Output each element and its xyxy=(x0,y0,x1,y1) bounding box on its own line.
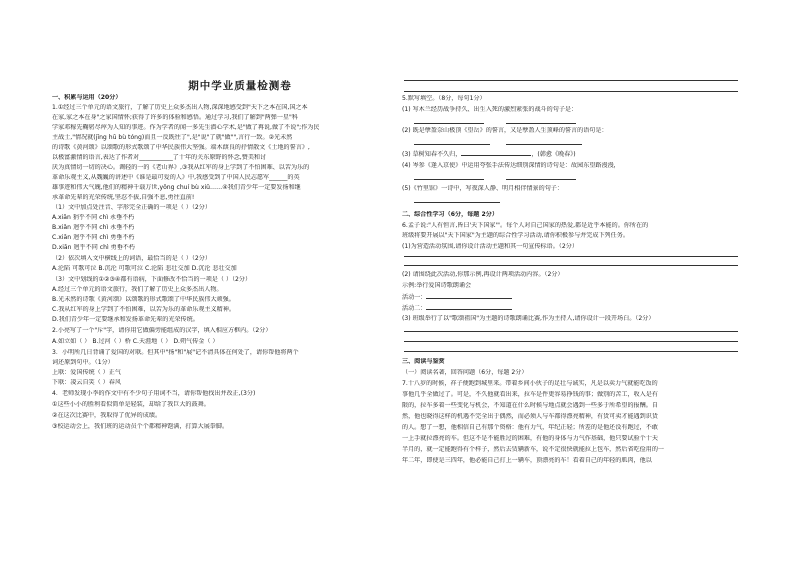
passage-line: 承革命先辈的光荣传统,坚忍不拔,自强不息,勇往直前! xyxy=(52,194,195,201)
question-6-2-example: 示例:举行爱国诗歌朗诵会 xyxy=(402,282,472,289)
question-1: （1）文中加点处注音、字形完全正确的一项是（ ）（2分） xyxy=(52,204,211,211)
answer-line xyxy=(404,331,738,332)
passage-line: 雄事迹和伟大气魄,他们的精神千载万世,yǒng chuí bù xiǔ……④我们青少年一定要发扬和继 xyxy=(52,184,301,191)
activity-1-label: 活动一： xyxy=(402,294,427,301)
page-title: 期中学业质量检测卷 xyxy=(188,80,292,92)
answer-line xyxy=(506,123,576,124)
answer-line xyxy=(404,91,738,92)
passage-line: 一上手就拉漂亮的车。但这不是不能胜过的困难，有他的身体与力气作基础，他只要试验个十天 xyxy=(402,435,658,442)
activity-2-label: 活动二： xyxy=(402,305,427,312)
sentence-2: ②在这次比赛中，我取得了优异的成绩。 xyxy=(52,412,162,419)
question-6-line: 6.孟子说:"人有恒言,皆曰'天下国家'"。每个人对自己国家的热爱,都是近乎本能的。你所在的 xyxy=(402,222,649,229)
question-main-3-cont: 词还原到句中。（1分） xyxy=(52,359,114,366)
answer-line xyxy=(506,179,576,180)
answer-line xyxy=(414,179,484,180)
subsection-heading: （一）阅读名著，回答问题（6分，每题 2分） xyxy=(402,369,528,376)
answer-line xyxy=(506,144,582,145)
activity-1 xyxy=(402,293,512,301)
option-c: C.我从红军的身上学到了不怕困难，以苦为乐的革命乐观主义精神。 xyxy=(52,306,235,313)
passage-line: 主战士,"情况就(jīng hū bù tóng)而且一反既往了",是"说"了就"做"",言行一致。②光未然 xyxy=(52,134,293,141)
question-3: （3）文中划线的①②③④都有语病，下面修改不恰当的一项是（ ）（2分） xyxy=(52,276,252,283)
answer-line xyxy=(414,202,500,203)
couplet-second-line: 下联：凌云自笑（ ）春风 xyxy=(52,379,121,386)
option-b: B.xiǎn 迥乎不同 chì 永垂不朽 xyxy=(52,224,135,231)
option-d: D.xiān 迥乎不同 chì 勇垂不朽 xyxy=(52,244,135,251)
option-d: D.我们青少年一定要继承和发扬革命先辈的光荣传统。 xyxy=(52,316,199,323)
question-main-4: 4．老师发现小李的作文中有不少句子用词不当，请你帮他找出并改正,(3分) xyxy=(52,390,256,397)
passage-line: 半月的，就一定能跑得有个样子，然后去赁辆新车，说不定很快就能拉上包车，然后省吃俭用的一 xyxy=(402,446,665,453)
answer-line xyxy=(404,265,738,266)
dictation-3-source: ，(韩愈《晚春》) xyxy=(531,151,576,158)
passage-line: 然，他也晓得这样的机遇不完全出于偶然，而必须人与车都得漂亮精神，有货可卖才能遇到识货 xyxy=(402,413,658,420)
question-5: 5.默写填空。（8分，每句1分） xyxy=(402,95,486,102)
dictation-3 xyxy=(402,150,576,158)
passage-line: 学家邓稼先鞠躬尽瘁为人知的事迹。作为学者的闻一多先生潜心学术,是"做了再说,做了不说";作为民 xyxy=(52,124,320,131)
question-main-2-options: A.如立如（ ） B.过河（ ）桥 C.天涯地（ ） D.朔气传金（ ） xyxy=(52,338,219,345)
section-heading: 三、阅读与鉴赏 xyxy=(402,358,445,365)
passage-line: 以极富激情的语言,表达了作者对___________了十年的关东原野的怀念,赞美和讨 xyxy=(52,154,267,161)
question-6-line: 班级将要开展以"天下国家"为主题的综合性学习活动,请你积极参与并完成下列任务。 xyxy=(402,232,629,239)
sentence-1: ①这些小小的胜利看似简单是轻装，却给了我巨大的鼓舞。 xyxy=(52,401,210,408)
answer-line xyxy=(404,351,738,352)
answer-blank xyxy=(426,304,512,310)
answer-line xyxy=(414,123,484,124)
question-main-3: 3．小明所几日背诵了爱国的对联。但其中"扬"和"展"记不清具体在何处了，请你帮他将两个 xyxy=(52,349,299,356)
passage-line: 在家,家之本在身"之家国情怀;获得了许多的体验和感悟。通过学习,我们了解到"两弹一星"科 xyxy=(52,114,298,121)
dictation-1 xyxy=(402,106,740,113)
dictation-5: (5)《竹里馆》一诗中，写夜深人静、明月相伴情景的句子： xyxy=(402,185,563,192)
dictation-1-text: (1) 写木兰经历战争持久、出生入死的激烈紧张的战斗的句子是： xyxy=(402,106,578,113)
answer-blank xyxy=(461,150,531,156)
passage-line: 事他几乎全做过了。可是，不久他就看出来，拉车是件更容易挣钱的事；做别的苦工，收入是有 xyxy=(402,391,658,398)
passage-line: 革命乐观主义,从魏巍的讲述中《谁是最可爱的人》中,我感受到了中国人民志愿军______的英 xyxy=(52,174,300,181)
section-heading: 一、积累与运用（20分） xyxy=(52,94,122,101)
answer-line xyxy=(414,144,490,145)
passage-line: 的人。想了一想，他相信自己有那个资格：他有力气，年纪正轻；所差的是他还没有跑过，不敢 xyxy=(402,424,658,431)
section-heading: 二、综合性学习（6分，每题 2分） xyxy=(402,211,498,218)
passage-line: 的诗歌《黄河颂》以颂歌的形式歌颂了中华民族伟大坚强。端木蕻良的抒情散文《土地的誓言》, xyxy=(52,144,310,151)
question-6-3: (3) 班级举行了以"歌颂祖国"为主题的诗歌朗诵比赛,作为主持人,请你设计一段开场白。（2分） xyxy=(402,315,655,322)
question-6-1: (1)为营造活动氛围,请你设计活动主题和其一句宣传标语。（2分） xyxy=(402,243,578,250)
passage-line: 厌为真情切一切的决心。调轻的一的《老山界》,③我从红军的身上学到了不怕困难、以苦为乐的 xyxy=(52,164,310,171)
option-c: C.xiān 迥乎不同 chì 勇垂不朽 xyxy=(52,234,135,241)
sentence-3: ③校运动会上，我们班的运动员个个都精神饱满，打算大展拳脚。 xyxy=(52,423,229,430)
answer-line xyxy=(404,256,738,257)
dictation-4: (4) 岑参《逢入京使》中运用夸张手法传达细别深情的诗句是：故园东望路漫漫， xyxy=(402,162,620,169)
question-6-2: (2) 请围绕此次活动,你那示例,再设计两项活动内容。（2分） xyxy=(402,271,564,278)
answer-line xyxy=(404,341,738,342)
passage-line: 年二年，即使是三四年，他必能自己打上一辆车，顶漂亮的车！看着自己的年轻的肌肉，他以 xyxy=(402,457,652,464)
option-a: A.xiān 狷乎不同 chì 永垂不朽 xyxy=(52,214,135,221)
passage-line: 1.①经过三个单元的语文旅行，了解了历史上众多杰出人物,深深地感受到"天下之本在国,国之本 xyxy=(52,104,308,111)
passage-line: 限的，拉车多着一些变化与机会，不知道在什么时候与地点就会遇到一些多于所希望的报酬。自 xyxy=(402,402,658,409)
question-main-2: 2.小亮写了一个"斥"字，请你用它做偏旁能组成的汉字，填入相应方框内。（2分） xyxy=(52,327,272,334)
answer-blank xyxy=(426,293,512,299)
answer-line xyxy=(404,80,738,81)
passage-line: 7.十八岁的时候，祥子便跑到城里来。带着乡间小伙子的足壮与诚实，凡是以卖力气就能吃饭的 xyxy=(402,380,658,387)
question-2: （2）依次填入文中横线上的词语，最恰当的是（ ）（2分） xyxy=(52,255,211,262)
option-a: A.经过三个单元的语文旅行，我们了解了历史上众多杰出人物。 xyxy=(52,286,223,293)
activity-2 xyxy=(402,304,512,312)
dictation-3-text: (3) 草树知春不久归， xyxy=(402,151,462,158)
option-b: B.光未然的诗歌《黄河颂》以颂歌的形式歌颂了中华民族伟大顽强。 xyxy=(52,296,235,303)
couplet-first-line: 上联：爱国传统（ ）正气 xyxy=(52,369,121,376)
dictation-2: (2) 既是孽盈奈山极顶《望岳》的誓言，又是孽盈人生顶峰的誓言的语句是： xyxy=(402,127,608,134)
question-2-options: A.沦陷 可歌可泣 B.沉沦 可歌可泣 C.沦陷 悲壮交加 D.沉沦 悲壮交加 xyxy=(52,265,237,272)
